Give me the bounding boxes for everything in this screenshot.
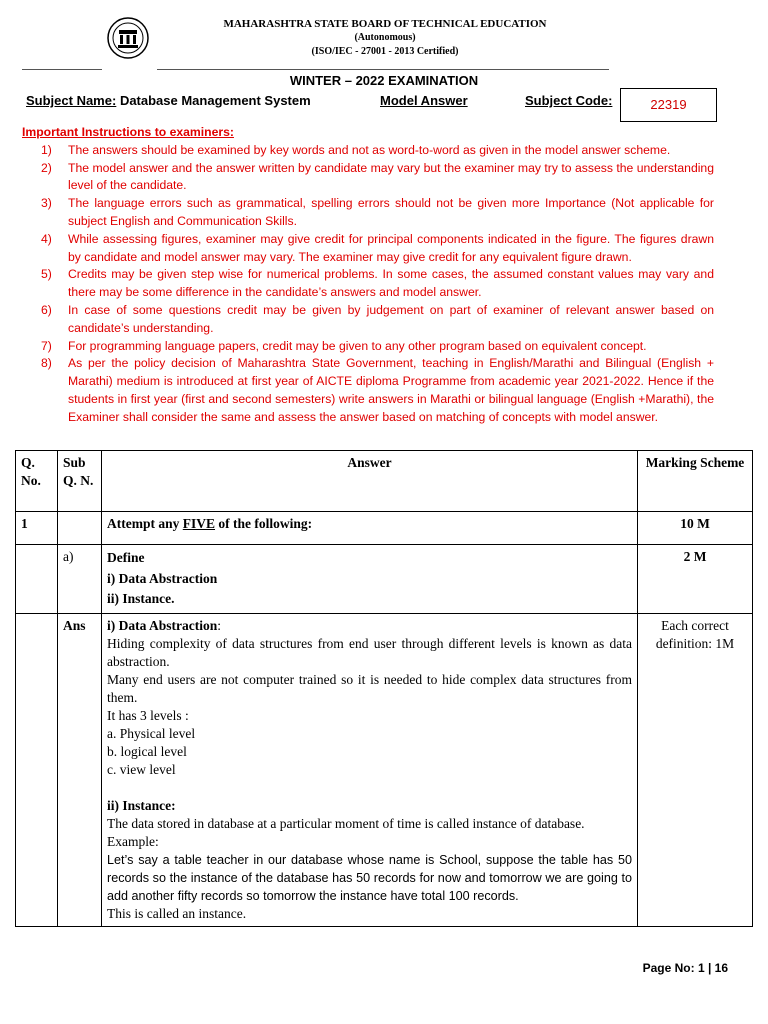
instruction-number: 8) xyxy=(41,356,52,371)
header-answer: Answer xyxy=(102,451,638,512)
instance-title: ii) Instance: xyxy=(107,797,176,813)
autonomous-label: (Autonomous) xyxy=(354,32,416,43)
header-marking: Marking Scheme xyxy=(638,451,753,512)
qa-question xyxy=(102,545,638,614)
example-text: Let’s say a table teacher in our database whose name is School, suppose the table has 50 records so the instance of the database has 50 records for now and tomorrow we are going to add another fifty records so tomorrow the instance have total 100 records. xyxy=(107,852,632,903)
instruction-text: The language errors such as grammatical, spelling errors should not be given more Importance (Not applicable for subject English and Communication Skills. xyxy=(68,196,714,228)
instruction-item xyxy=(22,142,714,160)
q1-prompt xyxy=(102,512,638,545)
subject-name-row xyxy=(26,93,311,108)
closing-line: This is called an instance. xyxy=(107,905,247,921)
instructions-heading: Important Instructions to examiners: xyxy=(22,125,234,139)
instruction-text: The answers should be examined by key words and not as word-to-word as given in the model answer scheme. xyxy=(68,142,671,157)
header-rule-right xyxy=(157,69,609,70)
qa-line2: i) Data Abstraction xyxy=(107,570,218,586)
instruction-item xyxy=(22,231,714,267)
instruction-number: 6) xyxy=(41,302,52,317)
answer-table xyxy=(15,450,753,927)
instance-definition: The data stored in database at a particular moment of time is called instance of database. xyxy=(107,815,585,831)
q1-number: 1 xyxy=(16,512,58,545)
instruction-text: As per the policy decision of Maharashtra State Government, teaching in English/Marathi and Bilingual (English + Marathi) medium is introduced at first year of AICTE diploma Programme from academic year 2021-2022. Hence if the students in first year (first and second semesters) write answers in Marathi or bilingual language (English +Marathi), the Examiner shall consider the same and assess the answer based on matching of concepts with model answer. xyxy=(68,356,714,424)
abstraction-reason: Many end users are not computer trained so it is needed to hide complex data structures from them. xyxy=(107,671,632,705)
instruction-number: 4) xyxy=(41,231,52,246)
table-header-row xyxy=(16,451,753,512)
instruction-item xyxy=(22,338,714,356)
level-a: a. Physical level xyxy=(107,725,196,741)
abstraction-colon: : xyxy=(217,617,222,633)
instruction-item xyxy=(22,160,714,196)
instruction-text: The model answer and the answer written by candidate may vary but the examiner may try to assess the understanding level of the candidate. xyxy=(68,160,714,193)
subject-name: Database Management System xyxy=(119,93,311,108)
instruction-number: 5) xyxy=(41,267,52,282)
instructions-list xyxy=(22,142,714,427)
table-row-qa xyxy=(16,545,753,614)
instruction-item xyxy=(22,355,714,426)
model-answer-label xyxy=(380,93,468,108)
header-rule-left xyxy=(22,69,102,70)
q1-prompt-post: of the following: xyxy=(215,516,313,531)
model-answer-text: Model Answer xyxy=(380,93,468,108)
instruction-text: Credits may be given step wise for numerical problems. In some cases, the assumed constant values may vary and there may be some difference in the candidate’s answers and model answer. xyxy=(68,267,714,300)
q1-prompt-five: FIVE xyxy=(182,516,216,531)
q1-subq-empty xyxy=(58,512,102,545)
certification-label: (ISO/IEC - 27001 - 2013 Certified) xyxy=(311,46,459,57)
spacer xyxy=(107,779,632,797)
level-b: b. logical level xyxy=(107,743,187,759)
instruction-item xyxy=(22,195,714,231)
ans-number-empty xyxy=(16,613,58,926)
abstraction-definition: Hiding complexity of data structures from end user through different levels is known as data abstraction. xyxy=(107,635,632,669)
subject-code-box: 22319 xyxy=(620,88,717,122)
qa-marks: 2 M xyxy=(638,545,753,614)
ans-body xyxy=(102,613,638,926)
instruction-number: 7) xyxy=(41,338,52,353)
example-label: Example: xyxy=(107,833,159,849)
instructions-block xyxy=(22,124,714,427)
header-subq: Sub Q. N. xyxy=(58,451,102,512)
instruction-number: 2) xyxy=(41,160,52,175)
qa-line3: ii) Instance. xyxy=(107,591,175,606)
board-header xyxy=(160,17,610,59)
qa-number-empty xyxy=(16,545,58,614)
page-number: Page No: 1 | 16 xyxy=(642,961,728,975)
subject-name-label: Subject Name: xyxy=(26,93,117,108)
q1-prompt-pre: Attempt any xyxy=(107,516,183,531)
levels-intro: It has 3 levels : xyxy=(107,707,189,723)
exam-title: WINTER – 2022 EXAMINATION xyxy=(289,73,479,88)
instruction-text: While assessing figures, examiner may give credit for principal components indicated in the figure. The figures drawn by candidate and model answer may vary. The examiner may give credit for any equivalent figure drawn. xyxy=(68,231,714,264)
table-row-q1 xyxy=(16,512,753,545)
instruction-item xyxy=(22,302,714,338)
msbte-logo xyxy=(106,16,150,60)
subject-code-label xyxy=(525,93,612,108)
abstraction-title: i) Data Abstraction xyxy=(107,617,218,633)
ans-label: Ans xyxy=(58,613,102,926)
q1-marks: 10 M xyxy=(638,512,753,545)
instruction-text: In case of some questions credit may be given by judgement on part of examiner of relevant answer based on candidate’s understanding. xyxy=(68,302,714,335)
level-c: c. view level xyxy=(107,761,176,777)
table-row-answer xyxy=(16,613,753,926)
header-qno: Q. No. xyxy=(16,451,58,512)
instruction-item xyxy=(22,266,714,302)
instruction-number: 3) xyxy=(41,196,52,211)
instruction-number: 1) xyxy=(41,142,52,157)
qa-line1: Define xyxy=(107,550,145,565)
board-name: MAHARASHTRA STATE BOARD OF TECHNICAL EDUCATION xyxy=(223,18,547,30)
qa-sub: a) xyxy=(58,545,102,614)
instruction-text: For programming language papers, credit may be given to any other program based on equivalent concept. xyxy=(68,338,647,353)
subject-code-label-text: Subject Code: xyxy=(525,93,613,108)
ans-marking-scheme: Each correct definition: 1M xyxy=(638,613,753,926)
abstraction-heading xyxy=(107,617,632,635)
